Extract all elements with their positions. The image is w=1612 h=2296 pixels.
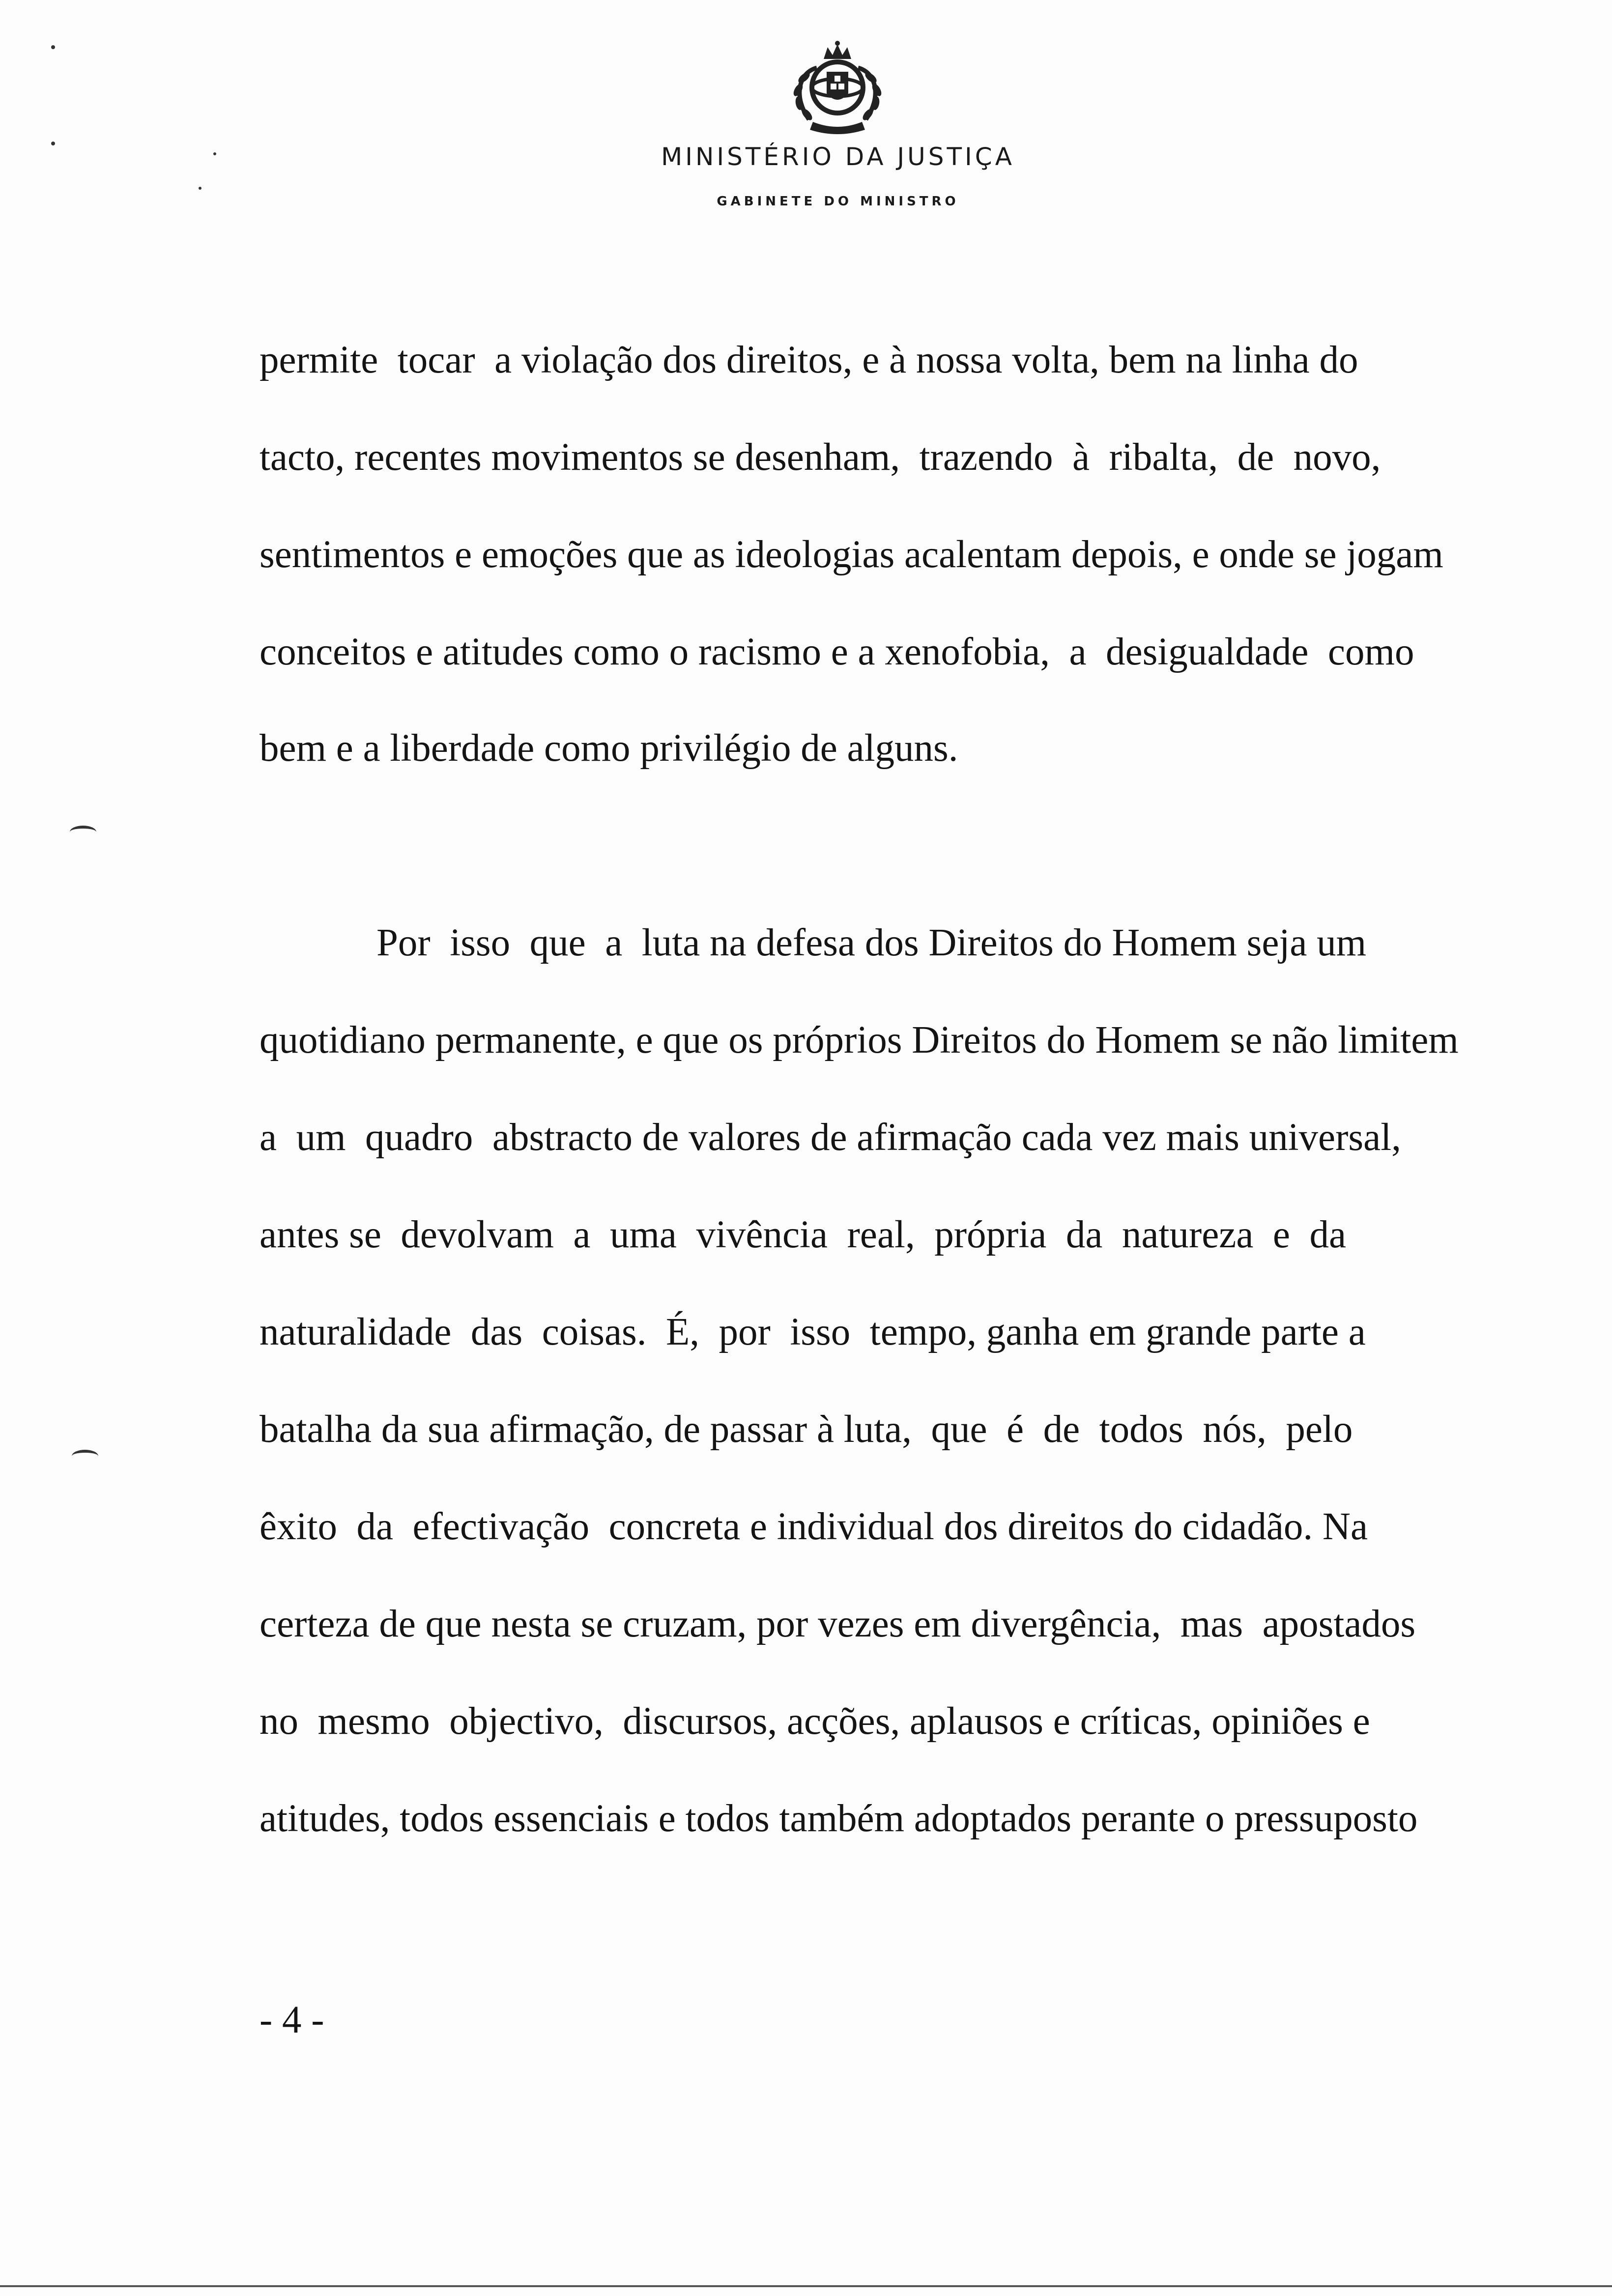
scan-speck bbox=[51, 45, 55, 49]
text-line: êxito da efectivação concreta e individual dos direitos do cidadão. Na bbox=[259, 1505, 1368, 1548]
text-line: a um quadro abstracto de valores de afirmação cada vez mais universal, bbox=[259, 1116, 1401, 1159]
scan-speck bbox=[51, 142, 55, 145]
text-line: bem e a liberdade como privilégio de alguns. bbox=[259, 727, 958, 770]
text-line: quotidiano permanente, e que os próprios Direitos do Homem se não limitem bbox=[259, 1019, 1459, 1062]
page-number: - 4 - bbox=[259, 1999, 324, 2041]
text-line: Por isso que a luta na defesa dos Direitos do Homem seja um bbox=[376, 921, 1367, 964]
text-line: batalha da sua afirmação, de passar à luta, que é de todos nós, pelo bbox=[259, 1408, 1353, 1451]
text-line: no mesmo objectivo, discursos, acções, aplausos e críticas, opiniões e bbox=[259, 1700, 1370, 1743]
ministry-title: MINISTÉRIO DA JUSTIÇA bbox=[661, 143, 1015, 171]
text-line: sentimentos e emoções que as ideologias acalentam depois, e onde se jogam bbox=[259, 533, 1443, 576]
text-line: antes se devolvam a uma vivência real, própria da natureza e da bbox=[259, 1213, 1347, 1256]
scan-mark bbox=[70, 826, 96, 838]
scan-mark bbox=[72, 1450, 98, 1463]
text-line: naturalidade das coisas. É, por isso tempo, ganha em grande parte a bbox=[259, 1311, 1366, 1353]
scan-speck bbox=[213, 152, 216, 155]
text-line: conceitos e atitudes como o racismo e a xenofobia, a desigualdade como bbox=[259, 631, 1414, 673]
text-line: atitudes, todos essenciais e todos também adoptados perante o pressuposto bbox=[259, 1797, 1418, 1840]
text-line: certeza de que nesta se cruzam, por vezes em divergência, mas apostados bbox=[259, 1603, 1416, 1645]
text-line: permite tocar a violação dos direitos, e à nossa volta, bem na linha do bbox=[259, 339, 1358, 381]
cabinet-subtitle: GABINETE DO MINISTRO bbox=[717, 194, 959, 209]
scan-edge-line bbox=[0, 2285, 1612, 2287]
coat-of-arms-emblem-icon bbox=[778, 38, 896, 137]
text-line: tacto, recentes movimentos se desenham, trazendo à ribalta, de novo, bbox=[259, 436, 1381, 479]
scan-speck bbox=[199, 187, 202, 190]
